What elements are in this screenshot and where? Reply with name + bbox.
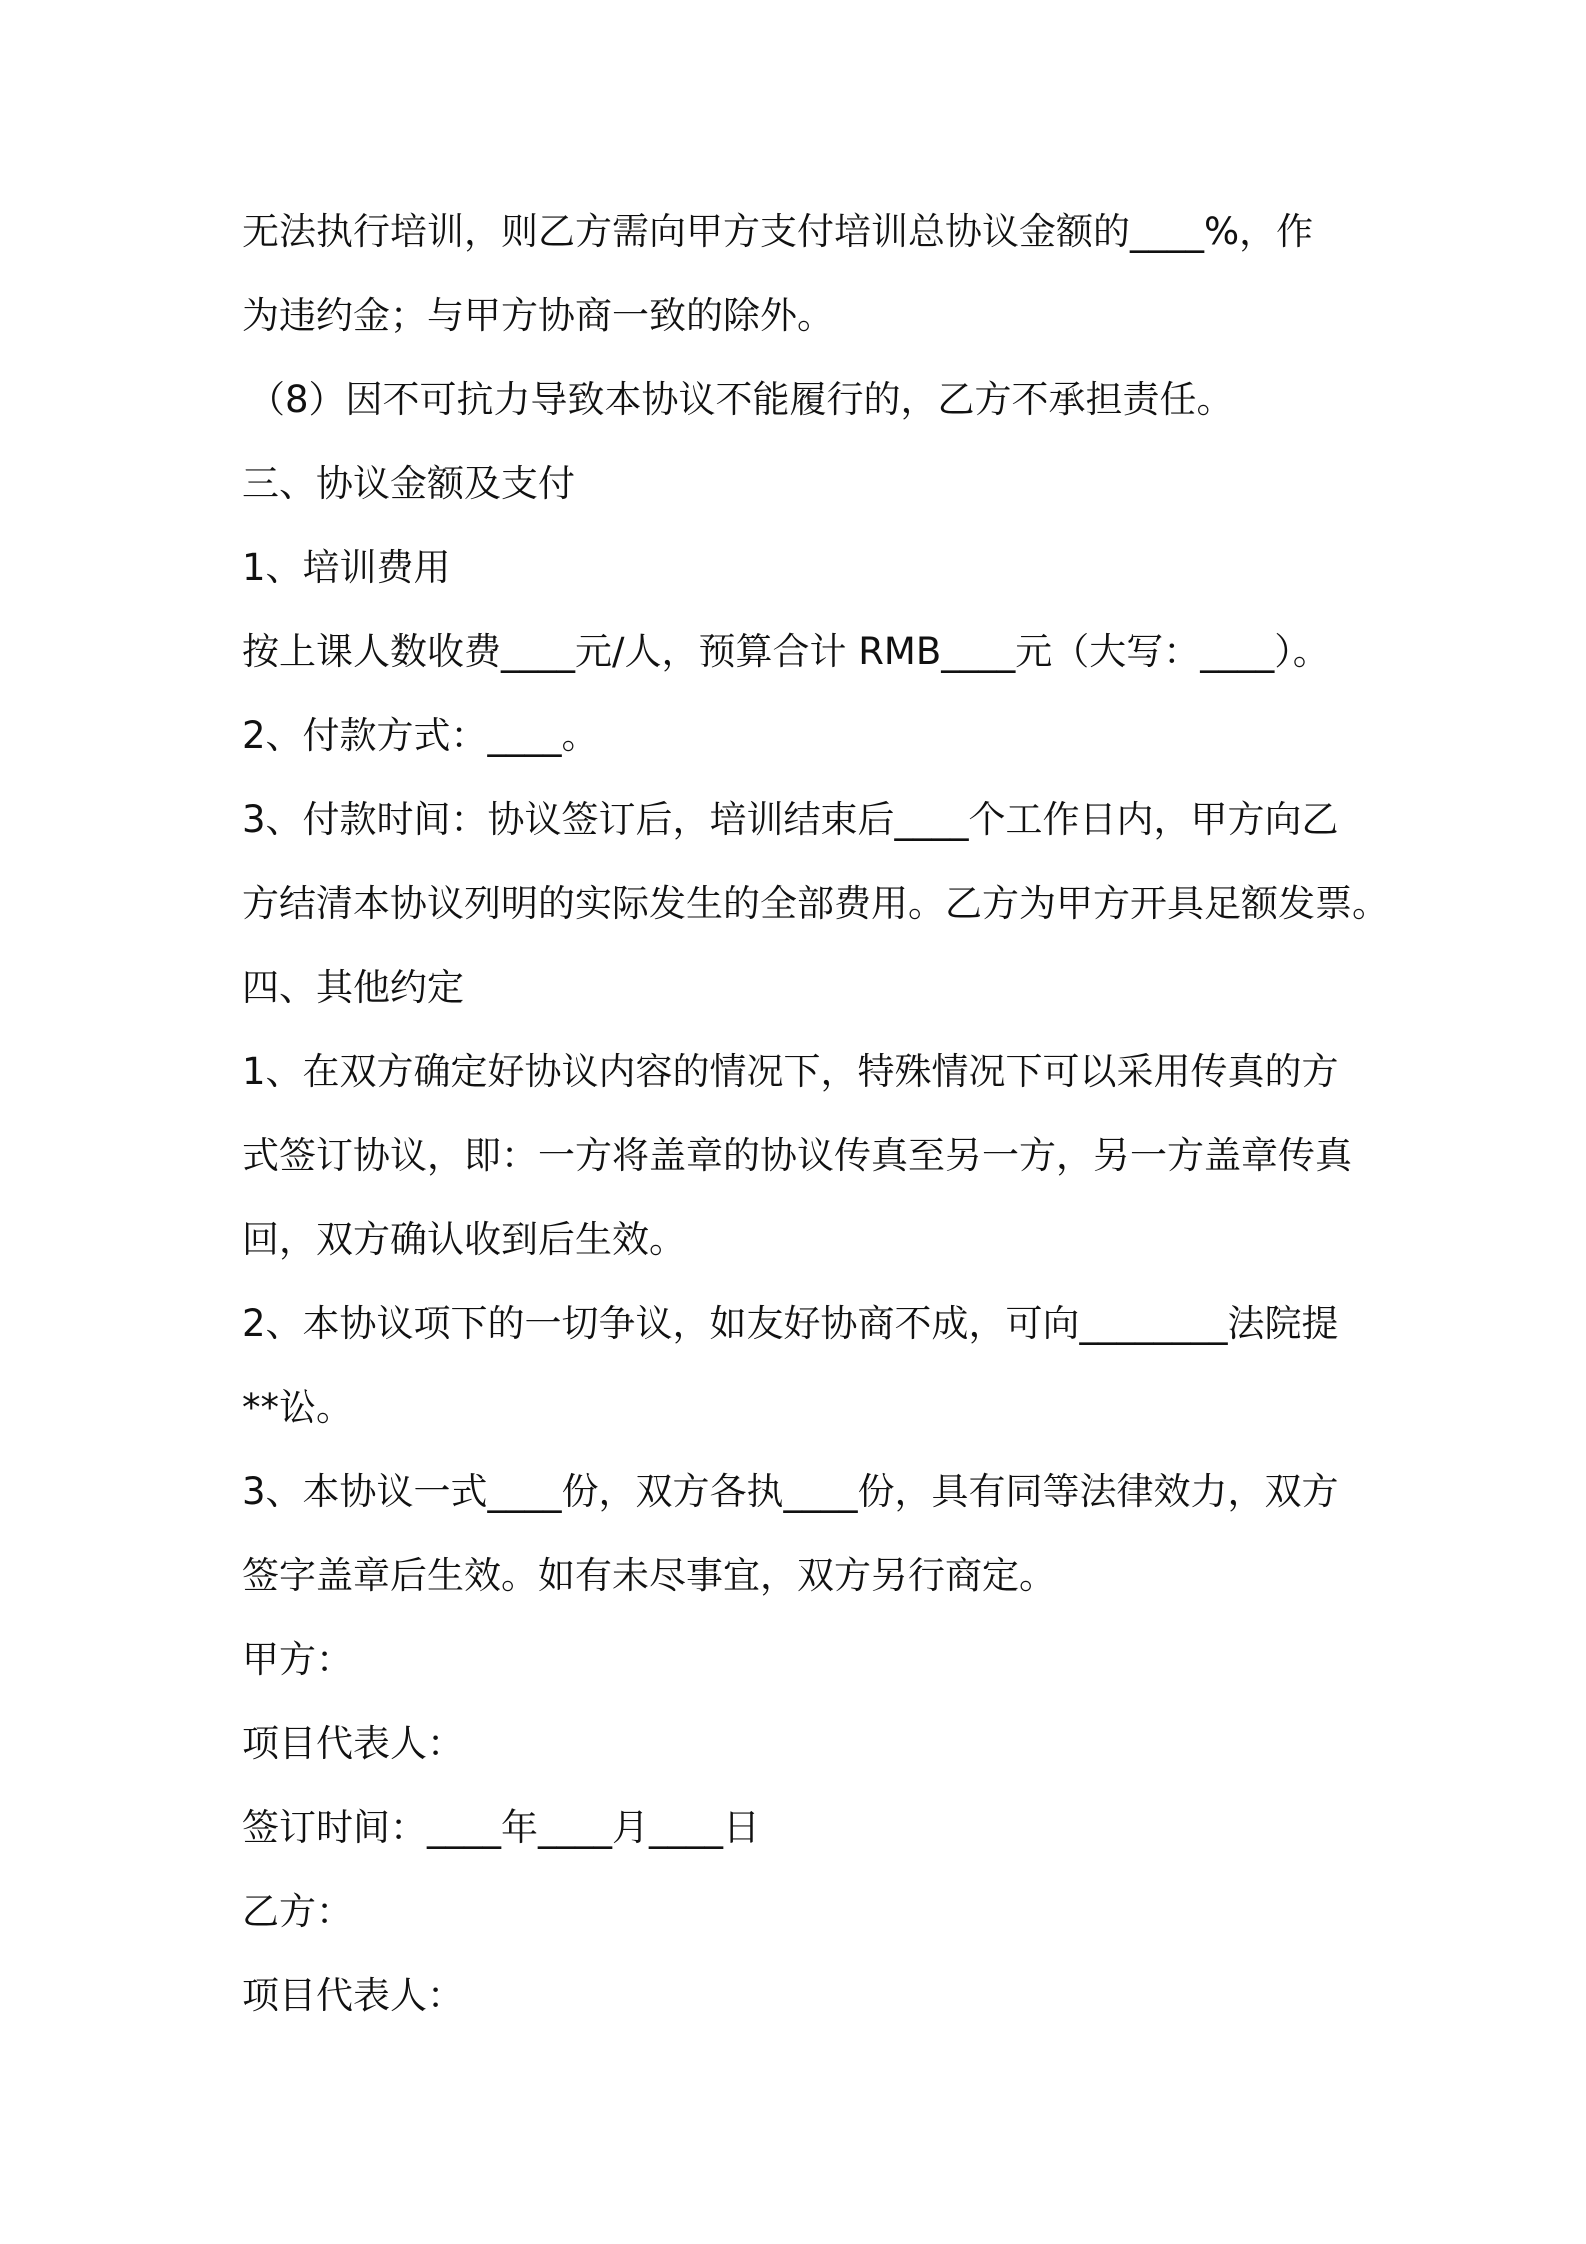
- signature-label-signing-date: 签订时间：____年____月____日: [242, 1806, 760, 1849]
- subheading-training-fee: 1、培训费用: [242, 546, 451, 589]
- text-line-payment-settlement: 方结清本协议列明的实际发生的全部费用。乙方为甲方开具足额发票。: [242, 882, 1389, 925]
- text-line-force-majeure: （8）因不可抗力导致本协议不能履行的，乙方不承担责任。: [248, 378, 1234, 421]
- text-line-fax-signing-3: 回，双方确认收到后生效。: [242, 1218, 686, 1261]
- text-line-copies-1: 3、本协议一式____份，双方各执____份，具有同等法律效力，双方: [242, 1470, 1339, 1513]
- signature-label-party-a-representative: 项目代表人：: [242, 1722, 464, 1765]
- text-line-dispute-1: 2、本协议项下的一切争议，如友好协商不成，可向________法院提: [242, 1302, 1339, 1345]
- text-line-fax-signing-2: 式签订协议，即：一方将盖章的协议传真至另一方，另一方盖章传真: [242, 1134, 1352, 1177]
- signature-label-party-b: 乙方：: [242, 1890, 353, 1933]
- text-line-penalty-exception: 为违约金；与甲方协商一致的除外。: [242, 294, 834, 337]
- text-line-penalty-clause: 无法执行培训，则乙方需向甲方支付培训总协议金额的____%，作: [242, 210, 1314, 253]
- text-line-copies-2: 签字盖章后生效。如有未尽事宜，双方另行商定。: [242, 1554, 1056, 1597]
- text-line-dispute-2: **讼。: [242, 1386, 353, 1429]
- section-heading-amount-payment: 三、协议金额及支付: [242, 462, 575, 505]
- text-line-fax-signing-1: 1、在双方确定好协议内容的情况下，特殊情况下可以采用传真的方: [242, 1050, 1339, 1093]
- text-line-fee-detail: 按上课人数收费____元/人，预算合计 RMB____元（大写：____）。: [242, 630, 1330, 673]
- document-body: [242, 190, 1392, 2038]
- text-line-payment-time: 3、付款时间：协议签订后，培训结束后____个工作日内，甲方向乙: [242, 798, 1339, 841]
- section-heading-other-terms: 四、其他约定: [242, 966, 464, 1009]
- signature-label-party-b-representative: 项目代表人：: [242, 1974, 464, 2017]
- signature-label-party-a: 甲方：: [242, 1638, 353, 1681]
- text-line-payment-method: 2、付款方式：____。: [242, 714, 599, 757]
